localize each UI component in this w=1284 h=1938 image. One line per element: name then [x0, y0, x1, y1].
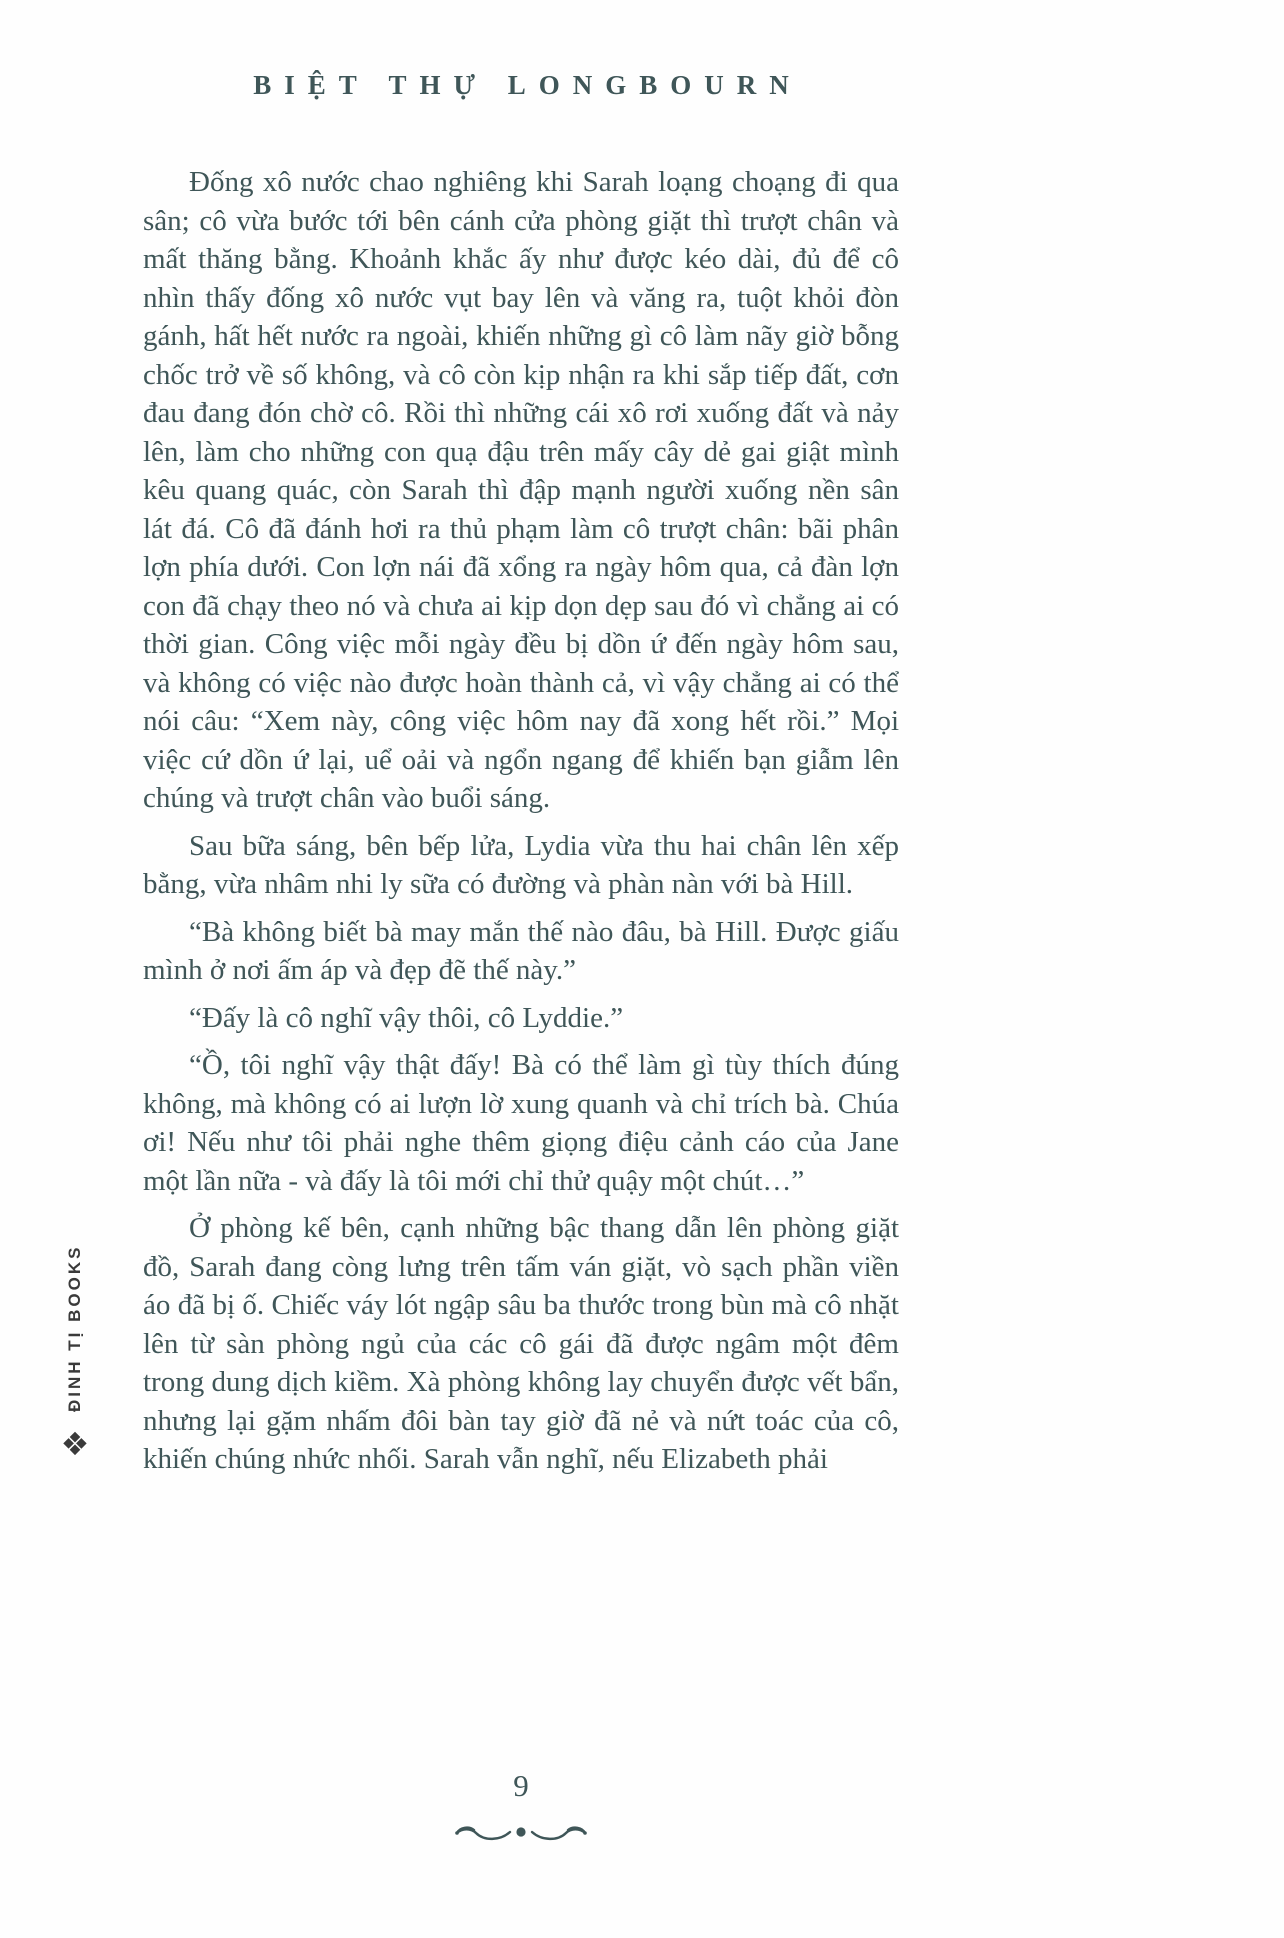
paragraph: “Bà không biết bà may mắn thế nào đâu, bà Hill. Được giấu mình ở nơi ấm áp và đẹp đẽ thế này.” — [143, 915, 899, 986]
paragraph: Đống xô nước chao nghiêng khi Sarah loạng choạng đi qua sân; cô vừa bước tới bên cánh cửa phòng giặt thì trượt chân và mất thăng bằng. Khoảnh khắc ấy như được kéo dài, đủ để cô nhìn thấy đống xô nước vụt bay lên và văng ra, tuột khỏi đòn gánh, hất hết nước ra ngoài, khiến những gì cô làm nãy giờ bỗng chốc trở về số không, và cô còn kịp nhận ra khi sắp tiếp đất, cơn đau đang đón chờ cô. Rồi thì những cái xô rơi xuống đất và nảy lên, làm cho những con quạ đậu trên mấy cây dẻ gai giật mình kêu quang quác, còn Sarah thì đập mạnh người xuống nền sân lát đá. Cô đã đánh hơi ra thủ phạm làm cô trượt chân: bãi phân lợn phía dưới. Con lợn nái đã xổng ra ngày hôm qua, cả đàn lợn con đã chạy theo nó và chưa ai kịp dọn dẹp sau đó vì chẳng ai có thời gian. Công việc mỗi ngày đều bị dồn ứ đến ngày hôm sau, và không có việc nào được hoàn thành cả, vì vậy chẳng ai có thể nói câu: “Xem này, công việc hôm nay đã xong hết rồi.” Mọi việc cứ dồn ứ lại, uể oải và ngổn ngang để khiến bạn giẫm lên chúng và trượt chân vào buổi sáng. — [143, 166, 899, 814]
paragraph: Ở phòng kế bên, cạnh những bậc thang dẫn lên phòng giặt đồ, Sarah đang còng lưng trên tấm ván giặt, vò sạch phần viền áo đã bị ố. Chiếc váy lót ngập sâu ba thước trong bùn mà cô nhặt lên từ sàn phòng ngủ của các cô gái đã được ngâm một đêm trong dung dịch kiềm. Xà phòng không lay chuyển được vết bẩn, nhưng lại gặm nhấm đôi bàn tay giờ đã nẻ và nứt toác của cô, khiến chúng nhức nhối. Sarah vẫn nghĩ, nếu Elizabeth phải — [143, 1212, 899, 1475]
paragraph: Sau bữa sáng, bên bếp lửa, Lydia vừa thu hai chân lên xếp bằng, vừa nhâm nhi ly sữa có đường và phàn nàn với bà Hill. — [143, 829, 899, 900]
paragraph: “Đấy là cô nghĩ vậy thôi, cô Lyddie.” — [189, 1001, 624, 1034]
footer-flourish-icon — [143, 1818, 899, 1846]
page-title: BIỆT THỰ LONGBOURN — [253, 70, 802, 100]
page-number: 9 — [513, 1768, 529, 1803]
publisher-sidebar — [52, 1244, 98, 1463]
publisher-logo-icon: ❖ — [60, 1425, 90, 1463]
publisher-name: ĐINH TỊ BOOKS — [65, 1244, 84, 1412]
page-footer — [143, 1768, 899, 1846]
body-text — [143, 163, 899, 1488]
paragraph: “Ồ, tôi nghĩ vậy thật đấy! Bà có thể làm gì tùy thích đúng không, mà không có ai lượn lờ xung quanh và chỉ trích bà. Chúa ơi! Nếu như tôi phải nghe thêm giọng điệu cảnh cáo của Jane một lần nữa - và đấy là tôi mới chỉ thử quậy một chút…” — [143, 1049, 899, 1197]
